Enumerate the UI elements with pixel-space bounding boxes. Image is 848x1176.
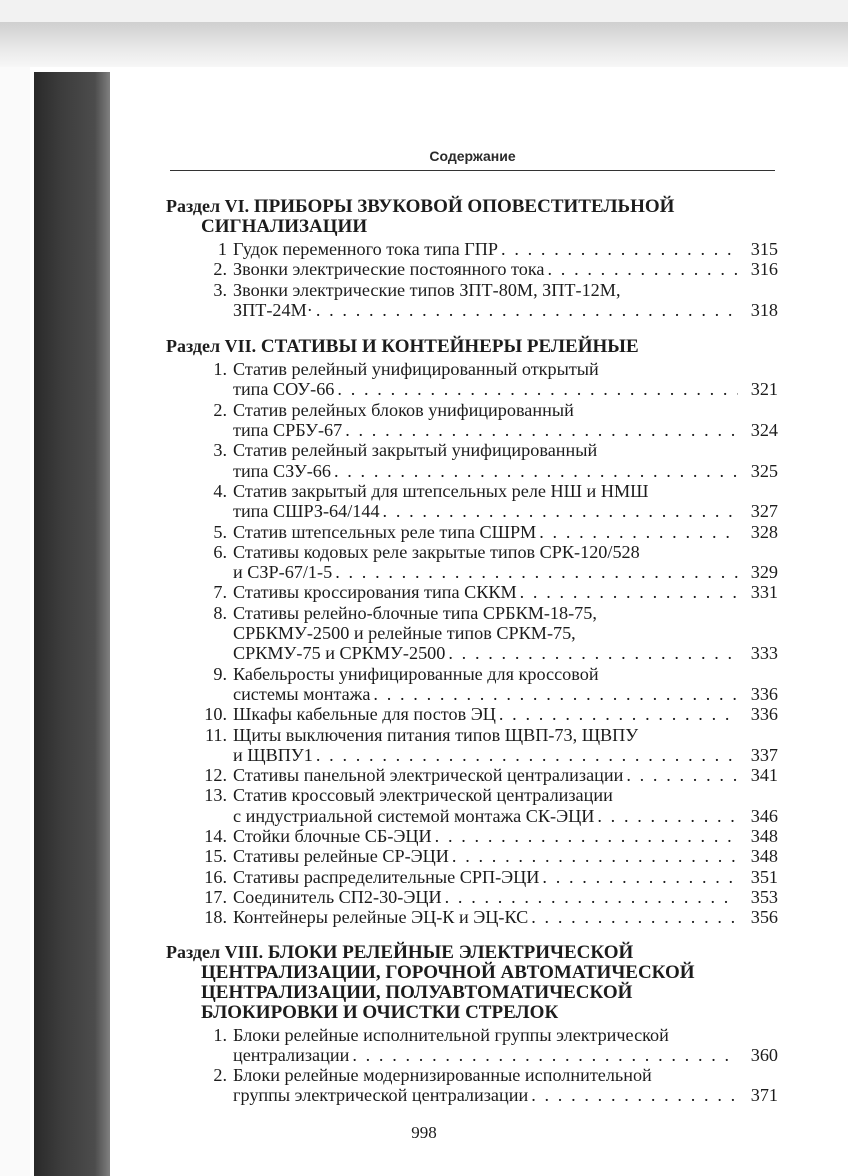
dot-leader bbox=[539, 522, 738, 542]
toc-entry bbox=[166, 239, 778, 259]
dot-leader bbox=[337, 379, 738, 399]
toc-entry bbox=[166, 440, 778, 481]
entry-title-line: Гудок переменного тока типа ГПР bbox=[233, 239, 499, 259]
dot-leader bbox=[316, 300, 738, 320]
toc-entry bbox=[166, 542, 778, 583]
section-title-line: ЦЕНТРАЛИЗАЦИИ, ГОРОЧНОЙ АВТОМАТИЧЕСКОЙ bbox=[201, 961, 695, 983]
entry-title-last-line bbox=[233, 501, 778, 521]
entry-title-line: Статив закрытый для штепсельных реле НШ и НМШ bbox=[233, 480, 649, 501]
dot-leader bbox=[316, 745, 738, 765]
entry-title-line: Кабельросты унифицированные для кроссовой bbox=[233, 663, 599, 684]
entry-page: 333 bbox=[750, 643, 778, 664]
entry-title-last-line bbox=[233, 379, 778, 399]
entry-title-line: и ЩВПУ1 bbox=[233, 744, 313, 765]
entry-body bbox=[233, 280, 778, 321]
entry-title-line: Блоки релейные модернизированные исполнительной bbox=[233, 1065, 652, 1086]
scan-left-margin bbox=[0, 67, 30, 1176]
entry-title-line: Статив релейный унифицированный открытый bbox=[233, 359, 599, 380]
entry-page: 325 bbox=[750, 460, 778, 481]
dot-leader bbox=[501, 239, 738, 259]
toc-entry bbox=[166, 907, 778, 927]
entry-title-line: Контейнеры релейные ЭЦ-К и ЭЦ-КС bbox=[233, 907, 529, 928]
entry-number: 12. bbox=[204, 765, 227, 786]
entry-title-last-line bbox=[233, 846, 778, 866]
entry-number: 2. bbox=[213, 1065, 227, 1086]
dot-leader bbox=[542, 867, 738, 887]
entry-page: 351 bbox=[750, 866, 778, 887]
entry-body bbox=[233, 259, 778, 279]
entry-page: 337 bbox=[750, 744, 778, 765]
entry-number: 5. bbox=[213, 521, 227, 542]
section-title: СТАТИВЫ И КОНТЕЙНЕРЫ РЕЛЕЙНЫЕ bbox=[260, 336, 639, 358]
toc-entry-list bbox=[166, 359, 778, 927]
section-title: БЛОКИ РЕЛЕЙНЫЕ ЭЛЕКТРИЧЕСКОЙ bbox=[267, 941, 634, 963]
section-title-line: БЛОКИРОВКИ И ОЧИСТКИ СТРЕЛОК bbox=[201, 1001, 559, 1023]
toc-entry bbox=[166, 785, 778, 826]
entry-body bbox=[233, 582, 778, 602]
entry-page: 316 bbox=[750, 259, 778, 280]
toc-entry bbox=[166, 582, 778, 602]
entry-page: 353 bbox=[750, 886, 778, 907]
entry-title-last-line bbox=[233, 420, 778, 440]
entry-title-line: типа СРБУ-67 bbox=[233, 420, 343, 441]
page-number: 998 bbox=[411, 1123, 437, 1142]
toc-entry bbox=[166, 846, 778, 866]
section-heading bbox=[166, 196, 778, 237]
entry-title-line: Статив штепсельных реле типа СШРМ bbox=[233, 521, 537, 542]
entry-page: 341 bbox=[750, 765, 778, 786]
toc-entry bbox=[166, 359, 778, 400]
entry-title-line: СРБКМУ-2500 и релейные типов СРКМ-75, bbox=[233, 623, 576, 644]
entry-title-line: Блоки релейные исполнительной группы электрической bbox=[233, 1024, 669, 1045]
dot-leader bbox=[597, 806, 738, 826]
entry-number: 2. bbox=[213, 399, 227, 420]
scan-top-band bbox=[0, 0, 848, 22]
toc-entry bbox=[166, 280, 778, 321]
book-spine-shadow bbox=[34, 72, 110, 1176]
entry-page: 328 bbox=[750, 521, 778, 542]
entry-number: 3. bbox=[213, 440, 227, 461]
entry-number: 9. bbox=[213, 663, 227, 684]
entry-title-line: Стативы релейные СР-ЭЦИ bbox=[233, 846, 449, 867]
entry-title-last-line bbox=[233, 907, 778, 927]
entry-page: 336 bbox=[750, 683, 778, 704]
running-head: Содержание bbox=[429, 148, 516, 164]
entry-title-line: системы монтажа bbox=[233, 683, 371, 704]
toc-entry bbox=[166, 725, 778, 766]
section-title-line: ЦЕНТРАЛИЗАЦИИ, ПОЛУАВТОМАТИЧЕСКОЙ bbox=[201, 981, 633, 1003]
entry-body bbox=[233, 826, 778, 846]
entry-body bbox=[233, 522, 778, 542]
toc-entry bbox=[166, 867, 778, 887]
entry-title-line: Соединитель СП2-30-ЭЦИ bbox=[233, 886, 442, 907]
entry-title-line: СРКМУ-75 и СРКМУ-2500 bbox=[233, 643, 446, 664]
entry-page: 331 bbox=[750, 582, 778, 603]
entry-number: 16. bbox=[204, 866, 227, 887]
toc-entry bbox=[166, 259, 778, 279]
entry-number: 14. bbox=[204, 826, 227, 847]
entry-title-last-line bbox=[233, 562, 778, 582]
entry-body bbox=[233, 846, 778, 866]
entry-number: 17. bbox=[204, 886, 227, 907]
entry-title-last-line bbox=[233, 1045, 778, 1065]
dot-leader bbox=[383, 501, 738, 521]
dot-leader bbox=[373, 684, 738, 704]
entry-title-line: Статив релейных блоков унифицированный bbox=[233, 399, 574, 420]
section-title-line bbox=[166, 942, 778, 963]
entry-title-line: Щиты выключения питания типов ЩВП-73, ЩВПУ bbox=[233, 724, 639, 745]
entry-title-line: Стативы распределительные СРП-ЭЦИ bbox=[233, 866, 540, 887]
entry-body bbox=[233, 359, 778, 400]
dot-leader bbox=[352, 1045, 738, 1065]
entry-body bbox=[233, 1065, 778, 1106]
toc-section bbox=[166, 336, 778, 927]
entry-number: 13. bbox=[204, 785, 227, 806]
header-rule bbox=[170, 170, 775, 171]
dot-leader bbox=[448, 643, 738, 663]
entry-title-last-line bbox=[233, 300, 778, 320]
entry-title-line: типа СШРЗ-64/144 bbox=[233, 501, 380, 522]
toc-entry bbox=[166, 522, 778, 542]
toc-entry bbox=[166, 664, 778, 705]
toc-section bbox=[166, 942, 778, 1106]
entry-body bbox=[233, 664, 778, 705]
toc-entry bbox=[166, 1065, 778, 1106]
section-number: Раздел VIII. bbox=[166, 941, 264, 962]
entry-page: 336 bbox=[750, 704, 778, 725]
entry-title-line: и СЗР-67/1-5 bbox=[233, 562, 333, 583]
dot-leader bbox=[520, 582, 738, 602]
entry-number: 7. bbox=[213, 582, 227, 603]
entry-page: 329 bbox=[750, 562, 778, 583]
entry-title-line: Статив релейный закрытый унифицированный bbox=[233, 440, 598, 461]
entry-title-line: централизации bbox=[233, 1044, 350, 1065]
entry-body bbox=[233, 907, 778, 927]
entry-number: 8. bbox=[213, 602, 227, 623]
entry-title-line: Шкафы кабельные для постов ЭЦ bbox=[233, 704, 496, 725]
entry-body bbox=[233, 239, 778, 259]
entry-body bbox=[233, 400, 778, 441]
entry-title-line: Стойки блочные СБ-ЭЦИ bbox=[233, 826, 432, 847]
entry-title-line: Стативы панельной электрической централизации bbox=[233, 765, 624, 786]
entry-number: 11. bbox=[204, 724, 227, 745]
entry-body bbox=[233, 542, 778, 583]
toc-entry bbox=[166, 826, 778, 846]
toc-entry bbox=[166, 400, 778, 441]
section-title: ПРИБОРЫ ЗВУКОВОЙ ОПОВЕСТИТЕЛЬНОЙ bbox=[253, 196, 675, 217]
entry-title-last-line bbox=[233, 806, 778, 826]
dot-leader bbox=[626, 765, 738, 785]
entry-title-last-line bbox=[233, 522, 778, 542]
section-number: Раздел VII. bbox=[166, 336, 257, 357]
entry-number: 1. bbox=[213, 1024, 227, 1045]
toc-entry bbox=[166, 887, 778, 907]
entry-title-line: типа СЗУ-66 bbox=[233, 460, 331, 481]
entry-body bbox=[233, 704, 778, 724]
entry-title-last-line bbox=[233, 239, 778, 259]
dot-leader bbox=[531, 907, 738, 927]
toc-section bbox=[166, 196, 778, 320]
dot-leader bbox=[345, 420, 738, 440]
entry-title-last-line bbox=[233, 704, 778, 724]
dot-leader bbox=[531, 1085, 738, 1105]
entry-title-line: Стативы кроссирования типа СККМ bbox=[233, 582, 517, 603]
entry-body bbox=[233, 440, 778, 481]
toc-entry-list bbox=[166, 1025, 778, 1106]
toc-entry bbox=[166, 481, 778, 522]
toc-entry bbox=[166, 704, 778, 724]
entry-body bbox=[233, 1025, 778, 1066]
dot-leader bbox=[334, 461, 738, 481]
entry-title-line: с индустриальной системой монтажа СК-ЭЦИ bbox=[233, 805, 595, 826]
entry-number: 2. bbox=[213, 259, 227, 280]
dot-leader bbox=[435, 826, 738, 846]
section-title-line: СИГНАЛИЗАЦИИ bbox=[201, 216, 368, 237]
toc-entry-list bbox=[166, 239, 778, 320]
entry-body bbox=[233, 887, 778, 907]
entry-title-line: Звонки электрические типов ЗПТ-80М, ЗПТ-12М, bbox=[233, 279, 621, 300]
entry-body bbox=[233, 867, 778, 887]
entry-body bbox=[233, 481, 778, 522]
entry-title-line: ЗПТ-24М· bbox=[233, 299, 313, 320]
toc-entry bbox=[166, 765, 778, 785]
dot-leader bbox=[452, 846, 738, 866]
entry-title-line: Статив кроссовый электрической централизации bbox=[233, 785, 613, 806]
entry-page: 315 bbox=[750, 239, 778, 259]
entry-title-last-line bbox=[233, 582, 778, 602]
dot-leader bbox=[445, 887, 738, 907]
entry-title-last-line bbox=[233, 745, 778, 765]
entry-title-line: типа СОУ-66 bbox=[233, 379, 335, 400]
section-heading bbox=[166, 336, 778, 357]
entry-number: 1. bbox=[213, 359, 227, 380]
entry-body bbox=[233, 785, 778, 826]
entry-title-last-line bbox=[233, 461, 778, 481]
dot-leader bbox=[548, 259, 739, 279]
section-title-line bbox=[166, 336, 778, 357]
entry-number: 1 bbox=[217, 239, 227, 259]
entry-page: 348 bbox=[750, 826, 778, 847]
entry-number: 15. bbox=[204, 846, 227, 867]
section-heading bbox=[166, 942, 778, 1023]
entry-title-last-line bbox=[233, 867, 778, 887]
entry-title-line: Стативы релейно-блочные типа СРБКМ-18-75, bbox=[233, 602, 597, 623]
scan-shadow bbox=[0, 22, 848, 67]
dot-leader bbox=[499, 704, 738, 724]
entry-title-last-line bbox=[233, 259, 778, 279]
section-title-line bbox=[166, 196, 778, 217]
entry-title-last-line bbox=[233, 826, 778, 846]
toc-entry bbox=[166, 1025, 778, 1066]
entry-page: 324 bbox=[750, 420, 778, 441]
entry-title-last-line bbox=[233, 887, 778, 907]
table-of-contents bbox=[166, 196, 778, 1106]
entry-title-last-line bbox=[233, 1085, 778, 1105]
entry-page: 360 bbox=[750, 1044, 778, 1065]
entry-title-last-line bbox=[233, 684, 778, 704]
entry-page: 318 bbox=[750, 299, 778, 320]
entry-page: 346 bbox=[750, 805, 778, 826]
entry-body bbox=[233, 765, 778, 785]
entry-title-line: группы электрической централизации bbox=[233, 1085, 529, 1106]
entry-body bbox=[233, 603, 778, 664]
entry-number: 3. bbox=[213, 279, 227, 300]
entry-body bbox=[233, 725, 778, 766]
dot-leader bbox=[335, 562, 738, 582]
entry-number: 10. bbox=[204, 704, 227, 725]
entry-number: 4. bbox=[213, 480, 227, 501]
entry-title-last-line bbox=[233, 643, 778, 663]
entry-number: 6. bbox=[213, 541, 227, 562]
entry-number: 18. bbox=[204, 907, 227, 928]
entry-title-line: Звонки электрические постоянного тока bbox=[233, 259, 545, 280]
entry-page: 371 bbox=[750, 1085, 778, 1106]
entry-page: 356 bbox=[750, 907, 778, 928]
toc-entry bbox=[166, 603, 778, 664]
entry-page: 321 bbox=[750, 379, 778, 400]
entry-page: 327 bbox=[750, 501, 778, 522]
entry-title-last-line bbox=[233, 765, 778, 785]
section-number: Раздел VI. bbox=[166, 196, 250, 216]
entry-title-line: Стативы кодовых реле закрытые типов СРК-120/528 bbox=[233, 541, 640, 562]
entry-page: 348 bbox=[750, 846, 778, 867]
